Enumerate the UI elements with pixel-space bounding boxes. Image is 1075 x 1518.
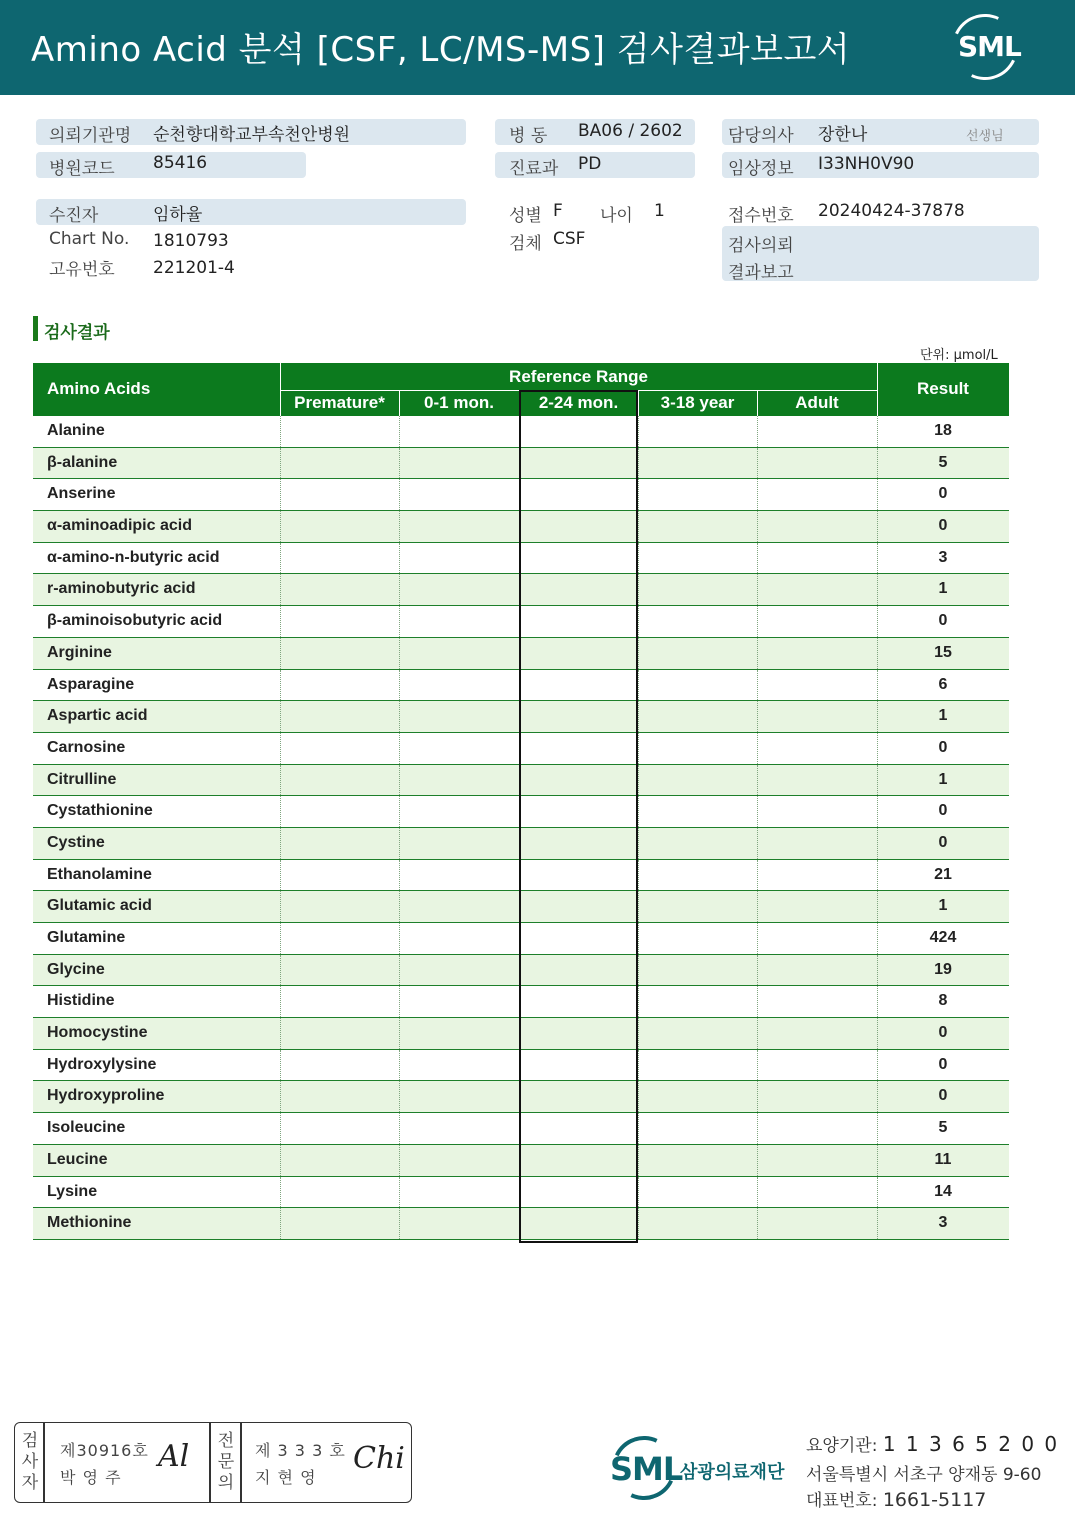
amino-acid-name: Cystathionine: [47, 802, 153, 820]
table-row: [33, 448, 1009, 480]
ward-label: 병 동: [509, 126, 548, 146]
result-value: 0: [938, 1055, 948, 1073]
result-value: 0: [938, 1087, 948, 1105]
amino-acid-name: Glutamic acid: [47, 897, 152, 915]
table-row: [33, 670, 1009, 702]
result-value: 21: [934, 865, 952, 883]
table-row: [33, 923, 1009, 955]
age-value: 1: [654, 201, 665, 221]
doctor-label: 담당의사: [728, 126, 794, 146]
institution-label: 의뢰기관명: [49, 126, 132, 146]
unit-label: 단위: μmol/L: [920, 348, 998, 363]
report-label: 결과보고: [728, 263, 794, 283]
tester-signature: Al: [158, 1439, 190, 1474]
result-value: 18: [934, 422, 952, 439]
tester-label: 검 사 자: [21, 1431, 39, 1493]
amino-acid-name: Aspartic acid: [47, 707, 148, 725]
table-row: [33, 606, 1009, 638]
table-row: [33, 638, 1009, 670]
amino-acid-name: Arginine: [47, 643, 112, 661]
result-value: 14: [934, 1182, 952, 1200]
table-row: [33, 543, 1009, 575]
result-value: 1: [938, 707, 948, 725]
col-0-1-mon: 0-1 mon.: [424, 393, 494, 412]
table-row: [33, 511, 1009, 543]
institution-value: 순천향대학교부속천안병원: [153, 125, 351, 145]
clinical-value: I33NH0V90: [818, 154, 915, 174]
amino-acid-name: β-aminoisobutyric acid: [47, 612, 223, 630]
address: 서울특별시 서초구 양재동 9-60: [806, 1465, 1042, 1485]
specialist-label: 전 문 의: [217, 1431, 235, 1493]
receipt-value: 20240424-37878: [818, 201, 965, 221]
specialist-signature: Chi: [353, 1441, 405, 1476]
table-row: [33, 1018, 1009, 1050]
result-value: 0: [938, 1024, 948, 1042]
amino-acid-name: Ethanolamine: [47, 865, 152, 883]
foundation-name: 삼광의료재단: [680, 1462, 785, 1483]
amino-acid-name: Glycine: [47, 960, 105, 978]
result-value: 6: [938, 675, 948, 693]
specimen-label: 검체: [509, 234, 542, 254]
table-row: [33, 1177, 1009, 1209]
unique-value: 221201-4: [153, 258, 235, 278]
amino-acid-name: Glutamine: [47, 929, 126, 946]
table-body: [33, 416, 1009, 1240]
col-premature: Premature*: [294, 393, 385, 412]
sex-value: F: [553, 201, 563, 221]
amino-acid-name: r-aminobutyric acid: [47, 580, 196, 598]
doctor-value: 장한나: [818, 125, 868, 145]
result-value: 424: [929, 929, 957, 946]
result-value: 1: [938, 580, 948, 598]
hospital-code-value: 85416: [153, 153, 208, 173]
table-header: [33, 363, 1009, 416]
request-label: 검사의뢰: [728, 236, 794, 256]
table-row: [33, 1050, 1009, 1082]
receipt-label: 접수번호: [728, 206, 794, 226]
table-row: [33, 955, 1009, 987]
amino-acid-name: Hydroxyproline: [47, 1087, 165, 1105]
result-value: 0: [938, 738, 948, 756]
clinical-label: 임상정보: [728, 159, 794, 179]
patient-pill: [36, 199, 466, 225]
sml-logo-icon: SML: [952, 14, 1022, 80]
age-label: 나이: [600, 206, 633, 226]
result-value: 15: [934, 643, 952, 661]
ward-value: BA06 / 2602: [578, 121, 683, 141]
result-value: 19: [934, 960, 952, 978]
col-2-24-mon: 2-24 mon.: [538, 393, 619, 412]
amino-acid-name: Asparagine: [47, 675, 135, 693]
chart-value: 1810793: [153, 231, 229, 251]
table-row: [33, 860, 1009, 892]
result-value: 5: [938, 453, 948, 471]
result-value: 11: [934, 1150, 952, 1168]
result-value: 1: [938, 770, 948, 788]
result-value: 0: [938, 517, 948, 535]
table-row: [33, 479, 1009, 511]
table-row: [33, 1081, 1009, 1113]
doctor-suffix: 선생님: [966, 129, 1004, 144]
hospital-code-label: 병원코드: [49, 159, 115, 179]
specialist-name: 지 현 영: [255, 1468, 317, 1487]
amino-acid-name: Isoleucine: [47, 1119, 126, 1137]
table-row: [33, 796, 1009, 828]
amino-acid-name: Carnosine: [47, 738, 126, 756]
phone-line: 대표번호: 1661-5117: [806, 1489, 987, 1511]
col-amino-acids: Amino Acids: [47, 379, 151, 398]
amino-acid-name: Methionine: [47, 1214, 132, 1232]
table-row: [33, 733, 1009, 765]
table-row: [33, 765, 1009, 797]
section-title: 검사결과: [44, 323, 110, 343]
patient-label: 수진자: [49, 206, 99, 226]
result-value: 0: [938, 833, 948, 851]
dept-label: 진료과: [509, 159, 559, 179]
result-value: 1: [938, 897, 948, 915]
amino-acid-name: β-alanine: [47, 453, 118, 471]
org-code-line: 요양기관: 1 1 3 6 5 2 0 0: [806, 1432, 1060, 1456]
report-title: Amino Acid 분석 [CSF, LC/MS-MS] 검사결과보고서: [31, 30, 851, 70]
sex-label: 성별: [509, 206, 542, 226]
result-value: 3: [938, 548, 948, 566]
result-value: 5: [938, 1119, 948, 1137]
amino-acid-name: Histidine: [47, 992, 115, 1010]
amino-acid-name: Lysine: [47, 1182, 98, 1200]
amino-acid-name: Hydroxylysine: [47, 1055, 157, 1073]
section-marker: [33, 316, 38, 341]
signature-box: [14, 1422, 412, 1503]
tester-number: 제30916호: [60, 1441, 149, 1460]
result-value: 0: [938, 802, 948, 820]
specialist-number: 제 3 3 3 호: [255, 1441, 346, 1460]
amino-acid-name: Alanine: [47, 422, 105, 439]
dept-value: PD: [578, 154, 602, 174]
amino-acid-name: Cystine: [47, 833, 105, 851]
table-row: [33, 1113, 1009, 1145]
result-value: 3: [938, 1214, 948, 1232]
result-value: 8: [938, 992, 948, 1010]
chart-label: Chart No.: [49, 229, 130, 249]
col-result: Result: [917, 379, 969, 398]
table-row: [33, 701, 1009, 733]
result-value: 0: [938, 485, 948, 503]
amino-acid-name: α-amino-n-butyric acid: [47, 548, 220, 566]
amino-acid-name: α-aminoadipic acid: [47, 517, 192, 535]
unique-label: 고유번호: [49, 260, 115, 280]
table-row: [33, 416, 1009, 448]
table-row: [33, 828, 1009, 860]
amino-acid-name: Leucine: [47, 1150, 108, 1168]
col-3-18-year: 3-18 year: [660, 393, 735, 412]
specimen-value: CSF: [553, 229, 586, 249]
table-row: [33, 891, 1009, 923]
table-row: [33, 574, 1009, 606]
amino-acid-table: [33, 363, 1009, 1240]
table-row: [33, 1208, 1009, 1240]
col-adult: Adult: [795, 393, 839, 412]
report-header: [0, 0, 1075, 95]
table-row: [33, 1145, 1009, 1177]
amino-acid-name: Anserine: [47, 485, 116, 503]
amino-acid-name: Homocystine: [47, 1024, 148, 1042]
amino-acid-name: Citrulline: [47, 770, 117, 788]
sml-footer-logo-icon: SML: [608, 1434, 678, 1502]
table-row: [33, 986, 1009, 1018]
result-value: 0: [938, 612, 948, 630]
tester-name: 박 영 주: [60, 1468, 122, 1487]
patient-value: 임하율: [153, 205, 203, 225]
col-reference-range: Reference Range: [509, 367, 648, 386]
